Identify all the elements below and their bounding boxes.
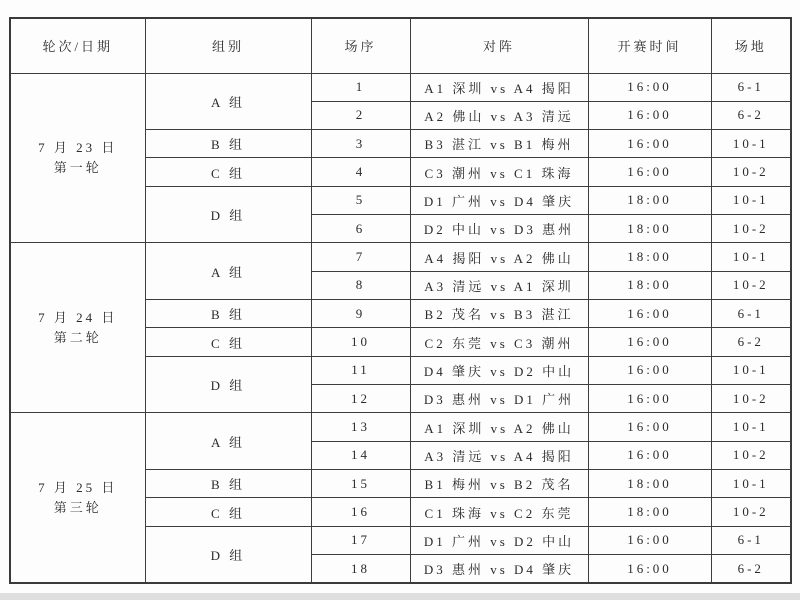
match-row <box>10 243 791 271</box>
matchup-cell: A2 佛山 vs A3 清远 <box>410 101 588 129</box>
header-start-time: 开赛时间 <box>588 18 711 73</box>
matchup-cell: B2 茂名 vs B3 湛江 <box>410 300 588 328</box>
matchup-cell: A3 清远 vs A4 揭阳 <box>410 441 588 469</box>
venue-cell: 6-1 <box>711 73 791 101</box>
round-label: 第一轮 <box>53 159 102 175</box>
matchup-cell: C2 东莞 vs C3 潮州 <box>410 328 588 356</box>
matchup-cell: D1 广州 vs D4 肇庆 <box>410 186 588 214</box>
time-cell: 16:00 <box>588 555 711 583</box>
venue-cell: 10-1 <box>711 130 791 158</box>
header-matchup: 对阵 <box>410 18 588 73</box>
time-cell: 18:00 <box>588 215 711 243</box>
time-cell: 18:00 <box>588 470 711 498</box>
venue-cell: 10-1 <box>711 413 791 441</box>
matchup-cell: B1 梅州 vs B2 茂名 <box>410 470 588 498</box>
group-cell: C 组 <box>145 498 311 526</box>
venue-cell: 6-2 <box>711 555 791 583</box>
round-date: 7 月 25 日 <box>38 479 118 495</box>
match-no-cell: 11 <box>311 356 410 384</box>
group-cell: A 组 <box>145 73 311 130</box>
time-cell: 16:00 <box>588 441 711 469</box>
venue-cell: 6-1 <box>711 526 791 554</box>
round-date-cell <box>10 413 145 583</box>
time-cell: 16:00 <box>588 101 711 129</box>
venue-cell: 10-1 <box>711 470 791 498</box>
matchup-cell: B3 湛江 vs B1 梅州 <box>410 130 588 158</box>
match-no-cell: 6 <box>311 215 410 243</box>
matchup-cell: A4 揭阳 vs A2 佛山 <box>410 243 588 271</box>
round-label: 第二轮 <box>53 329 102 345</box>
match-no-cell: 17 <box>311 526 410 554</box>
scan-edge-artifact <box>0 593 800 600</box>
header-match-no: 场序 <box>311 18 410 73</box>
matchup-cell: A1 深圳 vs A4 揭阳 <box>410 73 588 101</box>
matchup-cell: A1 深圳 vs A2 佛山 <box>410 413 588 441</box>
match-no-cell: 13 <box>311 413 410 441</box>
match-no-cell: 10 <box>311 328 410 356</box>
venue-cell: 6-1 <box>711 300 791 328</box>
group-cell: B 组 <box>145 300 311 328</box>
time-cell: 18:00 <box>588 498 711 526</box>
match-no-cell: 15 <box>311 470 410 498</box>
round-date: 7 月 24 日 <box>38 309 118 325</box>
matchup-cell: D4 肇庆 vs D2 中山 <box>410 356 588 384</box>
schedule-table <box>9 17 792 584</box>
matchup-cell: D3 惠州 vs D4 肇庆 <box>410 555 588 583</box>
round-date-cell <box>10 73 145 243</box>
time-cell: 16:00 <box>588 73 711 101</box>
venue-cell: 10-2 <box>711 498 791 526</box>
round-label: 第三轮 <box>53 499 102 515</box>
match-no-cell: 1 <box>311 73 410 101</box>
venue-cell: 10-2 <box>711 158 791 186</box>
match-no-cell: 12 <box>311 385 410 413</box>
time-cell: 16:00 <box>588 385 711 413</box>
match-no-cell: 8 <box>311 271 410 299</box>
match-no-cell: 4 <box>311 158 410 186</box>
header-round-date: 轮次/日期 <box>10 18 145 73</box>
matchup-cell: C1 珠海 vs C2 东莞 <box>410 498 588 526</box>
group-cell: D 组 <box>145 186 311 243</box>
match-no-cell: 2 <box>311 101 410 129</box>
header-group: 组别 <box>145 18 311 73</box>
matchup-cell: A3 清远 vs A1 深圳 <box>410 271 588 299</box>
group-cell: B 组 <box>145 470 311 498</box>
group-cell: A 组 <box>145 413 311 470</box>
time-cell: 16:00 <box>588 413 711 441</box>
venue-cell: 10-2 <box>711 441 791 469</box>
matchup-cell: D3 惠州 vs D1 广州 <box>410 385 588 413</box>
venue-cell: 10-2 <box>711 271 791 299</box>
matchup-cell: D2 中山 vs D3 惠州 <box>410 215 588 243</box>
header-row <box>10 18 791 73</box>
venue-cell: 6-2 <box>711 328 791 356</box>
round-date-cell <box>10 243 145 413</box>
time-cell: 16:00 <box>588 300 711 328</box>
time-cell: 16:00 <box>588 158 711 186</box>
group-cell: D 组 <box>145 356 311 413</box>
group-cell: C 组 <box>145 328 311 356</box>
time-cell: 16:00 <box>588 356 711 384</box>
match-no-cell: 5 <box>311 186 410 214</box>
header-venue: 场地 <box>711 18 791 73</box>
venue-cell: 6-2 <box>711 101 791 129</box>
time-cell: 18:00 <box>588 243 711 271</box>
time-cell: 16:00 <box>588 130 711 158</box>
venue-cell: 10-1 <box>711 243 791 271</box>
match-row <box>10 413 791 441</box>
matchup-cell: C3 潮州 vs C1 珠海 <box>410 158 588 186</box>
group-cell: C 组 <box>145 158 311 186</box>
match-no-cell: 18 <box>311 555 410 583</box>
match-no-cell: 7 <box>311 243 410 271</box>
time-cell: 18:00 <box>588 186 711 214</box>
time-cell: 18:00 <box>588 271 711 299</box>
match-row <box>10 73 791 101</box>
venue-cell: 10-2 <box>711 385 791 413</box>
time-cell: 16:00 <box>588 526 711 554</box>
matchup-cell: D1 广州 vs D2 中山 <box>410 526 588 554</box>
match-no-cell: 16 <box>311 498 410 526</box>
time-cell: 16:00 <box>588 328 711 356</box>
group-cell: A 组 <box>145 243 311 300</box>
match-no-cell: 3 <box>311 130 410 158</box>
group-cell: D 组 <box>145 526 311 583</box>
match-no-cell: 9 <box>311 300 410 328</box>
venue-cell: 10-2 <box>711 215 791 243</box>
match-no-cell: 14 <box>311 441 410 469</box>
venue-cell: 10-1 <box>711 186 791 214</box>
group-cell: B 组 <box>145 130 311 158</box>
round-date: 7 月 23 日 <box>38 139 118 155</box>
venue-cell: 10-1 <box>711 356 791 384</box>
